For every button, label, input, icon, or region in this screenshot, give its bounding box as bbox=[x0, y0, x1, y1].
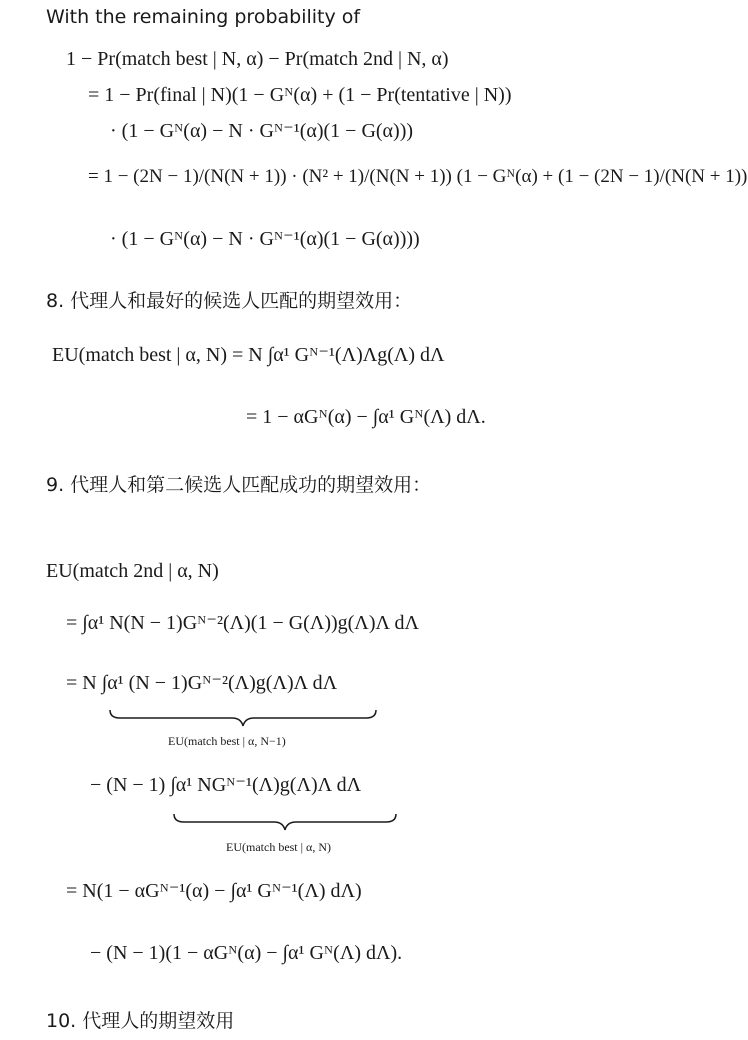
underbrace-2 bbox=[172, 812, 398, 832]
eq3-line4: − (N − 1) ∫α¹ NGᴺ⁻¹(Λ)g(Λ)Λ dΛ bbox=[90, 774, 362, 796]
eq2-line2: = 1 − αGᴺ(α) − ∫α¹ Gᴺ(Λ) dΛ. bbox=[246, 406, 486, 428]
underbrace-1 bbox=[108, 708, 378, 728]
eq3-line5: = N(1 − αGᴺ⁻¹(α) − ∫α¹ Gᴺ⁻¹(Λ) dΛ) bbox=[66, 880, 362, 902]
eq3-line3: = N ∫α¹ (N − 1)Gᴺ⁻²(Λ)g(Λ)Λ dΛ bbox=[66, 672, 338, 694]
eq1-line3: · (1 − Gᴺ(α) − N · Gᴺ⁻¹(α)(1 − G(α))) bbox=[110, 120, 414, 142]
eq3-line2: = ∫α¹ N(N − 1)Gᴺ⁻²(Λ)(1 − G(Λ))g(Λ)Λ dΛ bbox=[66, 612, 419, 634]
eq2-line1: EU(match best | α, N) = N ∫α¹ Gᴺ⁻¹(Λ)Λg(Λ) dΛ bbox=[52, 344, 445, 366]
underbrace-2-label: EU(match best | α, N) bbox=[226, 840, 331, 854]
eq1-line5: · (1 − Gᴺ(α) − N · Gᴺ⁻¹(α)(1 − G(α)))) bbox=[110, 228, 420, 250]
section-9-heading: 9. 代理人和第二候选人匹配成功的期望效用： bbox=[46, 474, 432, 496]
eq1-line4: = 1 − (2N − 1)/(N(N + 1)) · (N² + 1)/(N(N + 1)) (1 − Gᴺ(α) + (1 − (2N − 1)/(N(N + 1)) bbox=[88, 166, 748, 187]
intro-text: With the remaining probability of bbox=[46, 6, 361, 28]
eq3-line6: − (N − 1)(1 − αGᴺ(α) − ∫α¹ Gᴺ(Λ) dΛ). bbox=[90, 942, 403, 964]
eq1-line1: 1 − Pr(match best | N, α) − Pr(match 2nd | N, α) bbox=[66, 48, 449, 70]
eq1-line2: = 1 − Pr(final | N)(1 − Gᴺ(α) + (1 − Pr(tentative | N)) bbox=[88, 84, 512, 106]
section-8-heading: 8. 代理人和最好的候选人匹配的期望效用： bbox=[46, 290, 413, 312]
underbrace-1-label: EU(match best | α, N−1) bbox=[168, 734, 286, 748]
eq3-line1: EU(match 2nd | α, N) bbox=[46, 560, 219, 582]
section-10-heading: 10. 代理人的期望效用 bbox=[46, 1010, 235, 1032]
